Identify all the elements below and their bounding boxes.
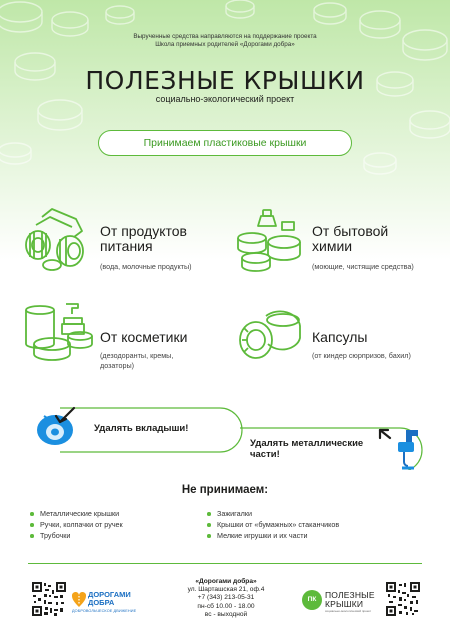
not-accepted-list-right: [207, 508, 339, 542]
remove-metal-tip-line1: Удалять металлические: [250, 438, 364, 449]
category-capsules-subtitle: (от киндер сюрпризов, бахил): [312, 351, 411, 360]
not-accepted-title: Не принимаем:: [181, 484, 269, 496]
bullet-dot-icon: [207, 512, 211, 516]
list-item: [30, 519, 123, 530]
capsules-icon: [236, 308, 302, 364]
qr-code-left-icon: [32, 582, 66, 616]
dd-logo-line3: ДОБРОВОЛЬЧЕСКОЕ ДВИЖЕНИЕ: [72, 609, 137, 613]
household-chemicals-caps-icon: [234, 208, 304, 274]
pk-logo-line1: ПОЛЕЗНЫЕ: [325, 590, 375, 600]
day-off: вс - выходной: [204, 610, 248, 618]
qr-code-right-icon: [386, 582, 420, 616]
contact-info: [176, 578, 276, 619]
list-item: [207, 508, 339, 519]
pk-badge-icon: ПК: [302, 590, 322, 610]
category-cosmetics-subtitle: [100, 351, 173, 371]
address: ул. Шарташская 21, оф.4: [187, 586, 265, 594]
category-food-subtitle: (вода, молочные продукты): [100, 262, 192, 271]
list-item-text: Металлические крышки: [40, 509, 120, 518]
org-name: «Дорогами добра»: [195, 578, 257, 585]
category-cosmetics-subtitle-line1: (дезодоранты, кремы,: [100, 351, 174, 360]
remove-metal-tip-line2: части!: [250, 449, 280, 460]
list-item-text: Трубочки: [40, 531, 71, 541]
pk-logo-text: [325, 591, 375, 608]
category-chemicals-subtitle: (моющие, чистящие средства): [312, 262, 414, 271]
category-chemicals-title-line2: химии: [312, 238, 353, 254]
working-hours: пн-сб 10.00 - 18.00: [197, 602, 255, 610]
category-cosmetics-subtitle-line2: дозаторы): [100, 361, 135, 370]
category-chemicals-title: [312, 224, 388, 254]
bullet-dot-icon: [30, 512, 34, 516]
category-food-title-line1: От продуктов: [100, 223, 187, 239]
category-cosmetics-title: От косметики: [100, 329, 188, 345]
funding-note-line1: Вырученные средства направляются на поддержание проекта: [133, 33, 317, 40]
category-food-title-line2: питания: [100, 238, 153, 254]
list-item: [30, 530, 123, 541]
page-title: ПОЛЕЗНЫЕ КРЫШКИ: [85, 66, 365, 95]
remove-inserts-tip: Удалять вкладыши!: [94, 423, 189, 434]
footer-divider: [28, 563, 422, 564]
heart-road-icon: [72, 590, 86, 608]
category-capsules-title: Капсулы: [312, 329, 368, 345]
cosmetics-caps-icon: [22, 302, 94, 364]
bullet-dot-icon: [207, 523, 211, 527]
bullet-dot-icon: [207, 534, 211, 538]
page-subtitle: социально-экологический проект: [155, 94, 295, 104]
list-item-text: Крышки от «бумажных» стаканчиков: [217, 520, 340, 530]
not-accepted-list-left: [30, 508, 123, 542]
list-item: [207, 530, 339, 541]
list-item-text: Мелкие игрушки и их части: [217, 531, 308, 541]
funding-note: [100, 33, 350, 49]
dd-logo-line2: ДОБРА: [88, 598, 115, 607]
accept-banner: Принимаем пластиковые крышки: [98, 130, 352, 156]
remove-metal-tip: [250, 438, 363, 460]
list-item-text: Зажигалки: [217, 509, 252, 518]
phone: +7 (343) 213-05-31: [197, 594, 255, 602]
dispenser-pump-icon: [376, 424, 426, 474]
funding-note-line2: Школа приемных родителей «Дорогами добра»: [155, 41, 295, 48]
category-chemicals-title-line1: От бытовой: [312, 223, 389, 239]
list-item-text: Ручки, колпачки от ручек: [40, 520, 123, 530]
food-bottle-caps-icon: [22, 203, 90, 275]
list-item: [30, 508, 123, 519]
pk-logo-line2: КРЫШКИ: [325, 598, 364, 609]
poleznye-kryshki-logo: [302, 588, 382, 618]
bullet-dot-icon: [30, 534, 34, 538]
dd-logo-line1: ДОРОГАМИ: [88, 590, 131, 599]
list-item: [207, 519, 339, 530]
pk-logo-sub: социально-экологический проект: [325, 609, 372, 613]
bottle-cap-insert-icon: [34, 402, 80, 448]
category-food-title: [100, 224, 187, 254]
dorogami-dobra-logo: [72, 589, 152, 619]
bullet-dot-icon: [30, 523, 34, 527]
